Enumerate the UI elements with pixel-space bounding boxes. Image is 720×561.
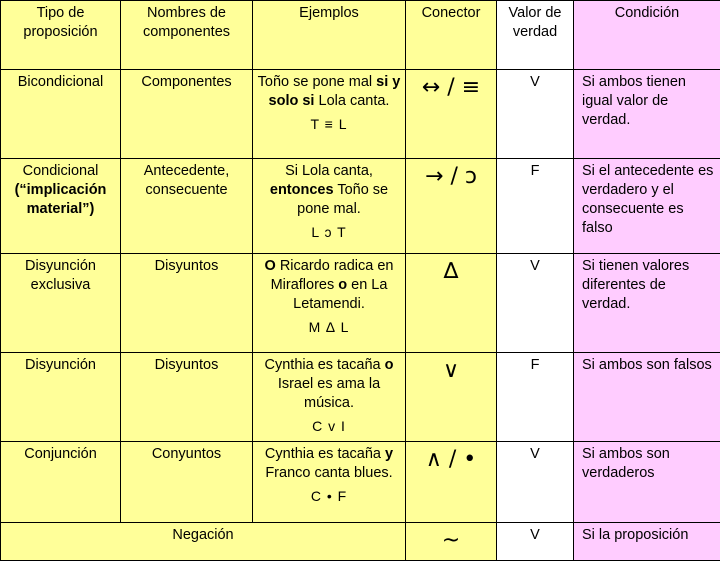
example-text: Toño se pone mal (258, 74, 372, 90)
cell-conector (406, 159, 497, 254)
cell-condicion: Si ambos son falsos (574, 353, 720, 442)
example-connective-word: y (385, 446, 393, 462)
conjunction-symbol: ∧ / • (426, 447, 476, 472)
cell-valor: V (497, 523, 574, 561)
cell-ejemplo (253, 159, 406, 254)
cell-conector (406, 442, 497, 523)
example-formula: C v I (257, 417, 401, 435)
cell-condicion: Si ambos tienen igual valor de verdad. (574, 70, 720, 159)
cell-valor: F (497, 353, 574, 442)
cell-condicion: Si tienen valores diferentes de verdad. (574, 254, 720, 353)
example-text: Franco canta blues. (265, 465, 392, 481)
header-ejemplos: Ejemplos (253, 1, 406, 70)
cell-tipo: Bicondicional (1, 70, 121, 159)
cell-valor: F (497, 159, 574, 254)
cell-conector (406, 523, 497, 561)
example-text: Toño se pone mal. (297, 182, 388, 217)
cell-condicion: Si el antecedente es verdadero y el consecuente es falso (574, 159, 720, 254)
cell-nombres: Conyuntos (121, 442, 253, 523)
cell-conector (406, 254, 497, 353)
conditional-symbol: → / ɔ (425, 164, 477, 189)
example-connective-word: o (338, 277, 347, 293)
exclusive-disjunction-symbol: ∆ (444, 259, 459, 284)
negation-symbol: ~ (442, 528, 460, 553)
biconditional-symbol: ↔ / ≡ (422, 75, 480, 100)
cell-tipo (1, 159, 121, 254)
cell-tipo: Conjunción (1, 442, 121, 523)
table-row (1, 442, 720, 523)
cell-nombres: Disyuntos (121, 254, 253, 353)
example-connective-word: o (385, 357, 394, 373)
example-formula: L ɔ T (257, 223, 401, 241)
header-condicion: Condición (574, 1, 720, 70)
example-connective-word: si y solo si (269, 74, 401, 109)
cell-valor: V (497, 70, 574, 159)
disjunction-symbol: ∨ (443, 358, 459, 383)
example-text: Cynthia es tacaña (265, 446, 381, 462)
example-text: Israel es ama la música. (278, 376, 380, 411)
cell-ejemplo (253, 442, 406, 523)
cell-condicion: Si ambos son verdaderos (574, 442, 720, 523)
cell-ejemplo (253, 353, 406, 442)
cell-tipo: Disyunción exclusiva (1, 254, 121, 353)
header-conector: Conector (406, 1, 497, 70)
cell-ejemplo (253, 254, 406, 353)
cell-condicion: Si la proposición (574, 523, 720, 561)
example-text: en La Letamendi. (293, 277, 387, 312)
cell-conector (406, 353, 497, 442)
example-text: Ricardo radica en Miraflores (271, 258, 394, 293)
cell-nombres: Antecedente, consecuente (121, 159, 253, 254)
type-name: Condicional (23, 163, 99, 179)
table-row (1, 254, 720, 353)
cell-tipo: Negación (1, 523, 406, 561)
cell-ejemplo (253, 70, 406, 159)
example-text: Cynthia es tacaña (265, 357, 381, 373)
example-formula: T ≡ L (257, 115, 401, 133)
table-row (1, 353, 720, 442)
cell-tipo: Disyunción (1, 353, 121, 442)
header-tipo: Tipo de proposición (1, 1, 121, 70)
cell-conector (406, 70, 497, 159)
header-valor: Valor de verdad (497, 1, 574, 70)
cell-nombres: Disyuntos (121, 353, 253, 442)
example-formula: M ∆ L (257, 318, 401, 336)
example-formula: C • F (257, 487, 401, 505)
header-row (1, 1, 720, 70)
table-row (1, 523, 720, 561)
cell-valor: V (497, 442, 574, 523)
table-row (1, 159, 720, 254)
example-text: Si Lola canta, (285, 163, 373, 179)
example-text: Lola canta. (319, 93, 390, 109)
cell-nombres: Componentes (121, 70, 253, 159)
type-note: (“implicación material”) (15, 182, 107, 217)
header-nombres: Nombres de componentes (121, 1, 253, 70)
example-connective-word: entonces (270, 182, 334, 198)
cell-valor: V (497, 254, 574, 353)
example-connective-word: O (265, 258, 276, 274)
table-row (1, 70, 720, 159)
